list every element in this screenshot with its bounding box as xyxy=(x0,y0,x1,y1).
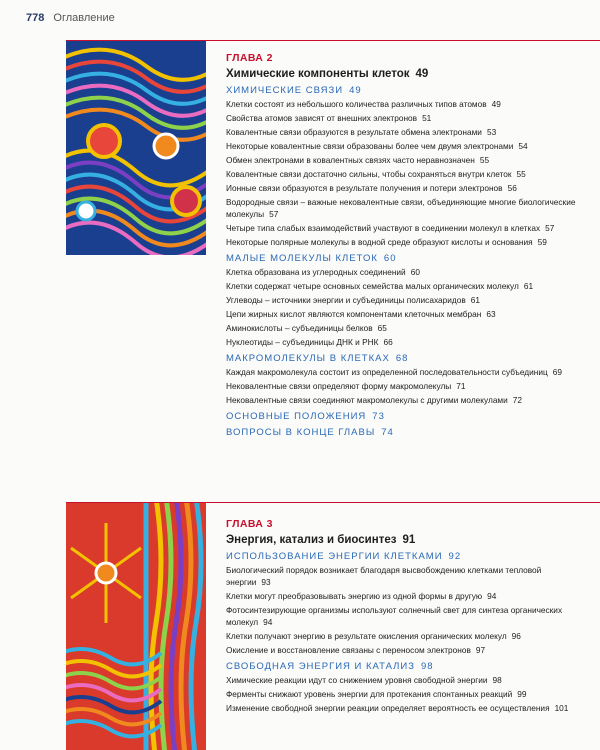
toc-entry[interactable]: Каждая макромолекула состоит из определенной последовательности субъединиц 69 xyxy=(226,367,562,377)
toc-entry[interactable]: Нековалентные связи соединяют макромолекулы с другими молекулами 72 xyxy=(226,395,523,405)
toc-entry[interactable]: Ковалентные связи достаточно сильны, чтобы сохраняться внутри клеток 55 xyxy=(226,169,526,179)
chapter-3-illustration xyxy=(66,503,206,750)
chapter-label: ГЛАВА 3 xyxy=(226,518,273,530)
section-heading[interactable]: МАКРОМОЛЕКУЛЫ В КЛЕТКАХ 68 xyxy=(226,353,409,364)
toc-entry[interactable]: Фотосинтезирующие организмы используют солнечный свет для синтеза органических молекул 94 xyxy=(226,605,563,627)
toc-entry[interactable]: Свойства атомов зависят от внешних электронов 51 xyxy=(226,113,432,123)
section-heading[interactable]: ХИМИЧЕСКИЕ СВЯЗИ 49 xyxy=(226,85,362,96)
chapter-3 xyxy=(226,518,586,714)
toc-entry[interactable]: Ковалентные связи образуются в результате обмена электронами 53 xyxy=(226,127,497,137)
toc-entry[interactable]: Нуклеотиды – субъединицы ДНК и РНК 66 xyxy=(226,337,393,347)
toc-entry[interactable]: Четыре типа слабых взаимодействий участвуют в соединении молекул в клетках 57 xyxy=(226,223,555,233)
running-header xyxy=(26,12,115,24)
chapter-2-illustration xyxy=(66,41,206,255)
toc-entry[interactable]: Ионные связи образуются в результате получения и потери электронов 56 xyxy=(226,183,517,193)
toc-entry[interactable]: Нековалентные связи определяют форму макромолекулы 71 xyxy=(226,381,466,391)
toc-entry[interactable]: Клетка образована из углеродных соединений 60 xyxy=(226,267,420,277)
toc-entry[interactable]: Некоторые полярные молекулы в водной среде образуют кислоты и основания 59 xyxy=(226,237,547,247)
section-heading[interactable]: ВОПРОСЫ В КОНЦЕ ГЛАВЫ 74 xyxy=(226,427,394,438)
toc-entry[interactable]: Клетки могут преобразовывать энергию из одной формы в другую 94 xyxy=(226,591,497,601)
toc-entry[interactable]: Углеводы – источники энергии и субъединицы полисахаридов 61 xyxy=(226,295,480,305)
section-heading[interactable]: ОСНОВНЫЕ ПОЛОЖЕНИЯ 73 xyxy=(226,411,385,422)
toc-entry[interactable]: Обмен электронами в ковалентных связях часто неравнозначен 55 xyxy=(226,155,490,165)
toc-entry[interactable]: Цепи жирных кислот являются компонентами клеточных мембран 63 xyxy=(226,309,496,319)
toc-entry[interactable]: Ферменты снижают уровень энергии для протекания спонтанных реакций 99 xyxy=(226,689,527,699)
toc-entry[interactable]: Изменение свободной энергии реакции определяет вероятность ее осуществления 101 xyxy=(226,703,569,713)
toc-entry[interactable]: Клетки получают энергию в результате окисления органических молекул 96 xyxy=(226,631,521,641)
section-heading[interactable]: ИСПОЛЬЗОВАНИЕ ЭНЕРГИИ КЛЕТКАМИ 92 xyxy=(226,551,462,562)
toc-entry[interactable]: Аминокислоты – субъединицы белков 65 xyxy=(226,323,387,333)
chapter-2 xyxy=(226,52,586,438)
toc-entry[interactable]: Биологический порядок возникает благодаря высвобождению клетками тепловой энергии 93 xyxy=(226,565,542,587)
section-heading[interactable]: МАЛЫЕ МОЛЕКУЛЫ КЛЕТОК 60 xyxy=(226,253,397,264)
toc-entry[interactable]: Клетки содержат четыре основных семейства малых органических молекул 61 xyxy=(226,281,534,291)
running-title: Оглавление xyxy=(53,12,115,24)
toc-entry[interactable]: Некоторые ковалентные связи образованы более чем двумя электронами 54 xyxy=(226,141,528,151)
toc-entry[interactable]: Клетки состоят из небольшого количества различных типов атомов 49 xyxy=(226,99,501,109)
section-heading[interactable]: СВОБОДНАЯ ЭНЕРГИЯ И КАТАЛИЗ 98 xyxy=(226,661,434,672)
page-number: 778 xyxy=(26,12,45,24)
toc-entry[interactable]: Окисление и восстановление связаны с переносом электронов 97 xyxy=(226,645,486,655)
chapter-title[interactable]: Энергия, катализ и биосинтез 91 xyxy=(226,534,416,546)
toc-entry[interactable]: Химические реакции идут со снижением уровня свободной энергии 98 xyxy=(226,675,502,685)
chapter-label: ГЛАВА 2 xyxy=(226,52,273,64)
chapter-title[interactable]: Химические компоненты клеток 49 xyxy=(226,68,429,80)
toc-entry[interactable]: Водородные связи – важные нековалентные связи, объединяющие многие биологические молекулы 57 xyxy=(226,197,576,219)
